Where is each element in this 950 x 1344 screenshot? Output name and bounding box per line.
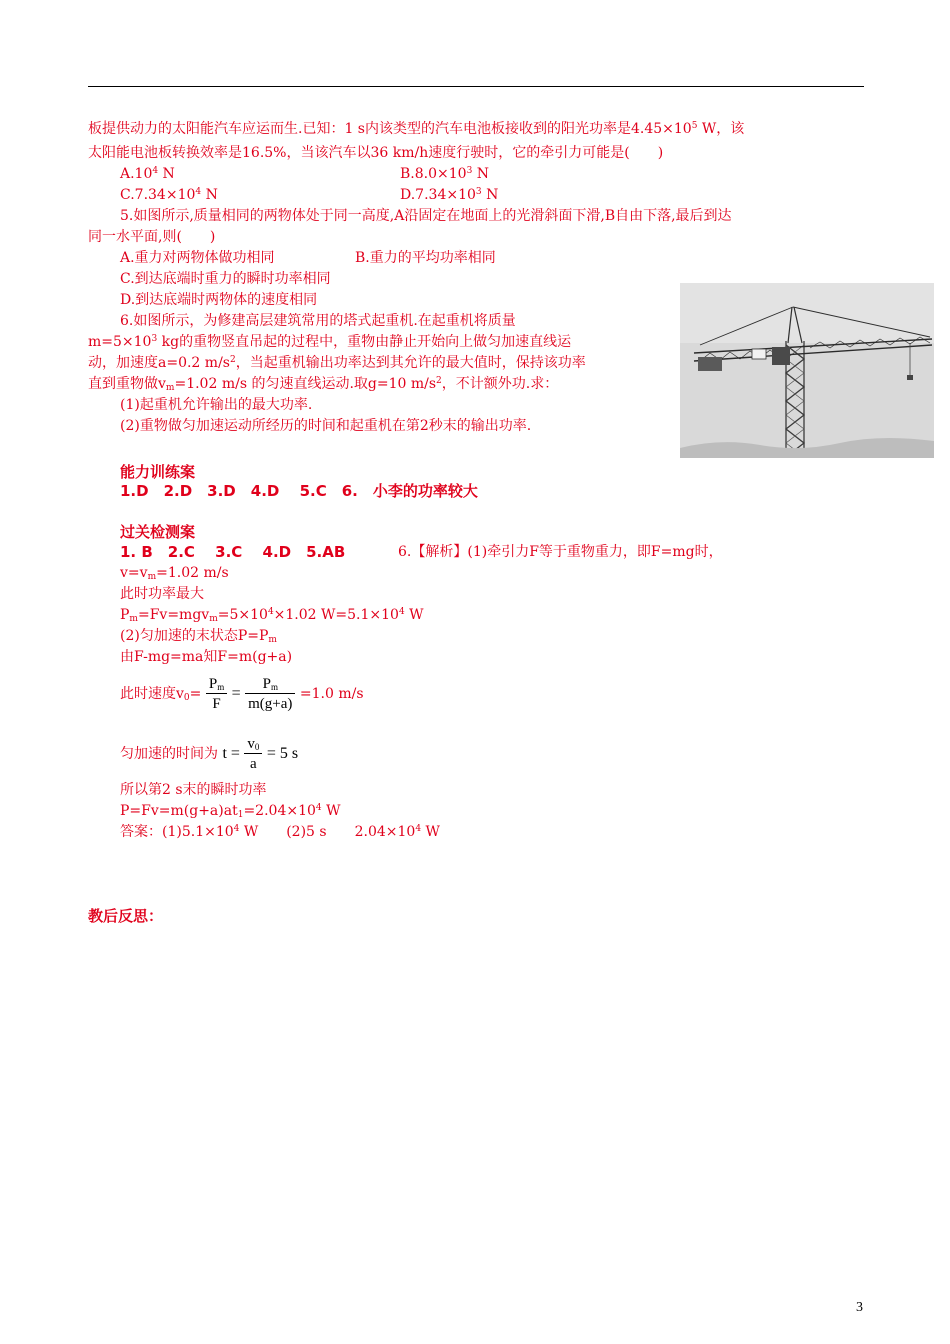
q4-line1: 板提供动力的太阳能汽车应运而生.已知：1 s内该类型的汽车电池板接收到的阳光功率是$4.45\times 10^5$ W，该: [88, 121, 745, 137]
check-heading: 过关检测案: [120, 523, 196, 541]
ability-heading: 能力训练案: [120, 463, 196, 481]
fraction-pm-over-f: $\frac{P_m}{F}$: [206, 675, 227, 714]
solution-line-instant-power: 所以第2 s末的瞬时功率: [120, 782, 267, 798]
q4-option-b: $B.8.0\times 10^3$ N: [400, 166, 489, 182]
page-number: 3: [856, 1300, 863, 1315]
q5-option-c: C.到达底端时重力的瞬时功率相同: [120, 271, 331, 287]
q6-line4: 直到重物做$v_m=1.02$ m/s 的匀速直线运动.取g=10 $m/s^2$，不计额外功.求：: [88, 376, 559, 393]
q4-option-d: $D.7.34\times 10^3$ N: [400, 187, 499, 203]
solution-intro: 6.【解析】(1)牵引力F等于重物重力，即F=mg时，: [398, 544, 723, 560]
q4-option-a: $A.10^4$ N: [120, 166, 175, 182]
fraction-v0-over-a: $\frac{v_0}{a}$: [244, 735, 262, 774]
q5-line1: 5.如图所示,质量相同的两物体处于同一高度,A沿固定在地面上的光滑斜面下滑,B自由下落,最后到达: [120, 208, 732, 224]
q6-line3: 动，加速度a=0.2 $m/s^2$，当起重机输出功率达到其允许的最大值时，保持该功率: [88, 355, 586, 371]
solution-line-power-calc: $P_m=Fv=mgv_m=5\times 10^4\times 1.02$ $W=5.1\times 10^4$ W: [120, 607, 424, 624]
q4-option-c: $C.7.34\times 10^4$ N: [120, 187, 218, 203]
solution-line-max-power: 此时功率最大: [120, 586, 204, 602]
header-rule: [88, 86, 864, 87]
solution-line-velocity: $v=v_m=1.02$ m/s: [120, 565, 229, 582]
q5-line2: 同一水平面,则( ): [88, 229, 216, 245]
solution-line-v0: 此时速度$v_0=$ $\frac{P_m}{F}$ = $\frac{P_m}{m(g+a)}$ =1.0 m/s: [120, 675, 364, 712]
teaching-reflection-heading: 教后反思：: [88, 907, 164, 925]
solution-final-answer: 答案：$(1)5.1\times 10^4$ W (2)5 s $2.04\times 10^4$ W: [120, 824, 440, 840]
fraction-pm-over-mga: $\frac{P_m}{m(g+a)}$: [245, 675, 295, 714]
q5-option-a: A.重力对两物体做功相同: [120, 250, 275, 266]
q5-option-d: D.到达底端时两物体的速度相同: [120, 292, 318, 308]
q4-line2: 太阳能电池板转换效率是16.5%，当该汽车以36 km/h速度行驶时，它的牵引力可能是( ): [88, 145, 664, 161]
check-answers: 1. B 2.C 3.C 4.D 5.AB: [120, 543, 346, 561]
q6-subquestion-1: (1)起重机允许输出的最大功率.: [120, 397, 313, 413]
q6-line2: $m=5\times 10^3$ kg的重物竖直吊起的过程中，重物由静止开始向上做匀加速直线运: [88, 334, 572, 350]
solution-line-p-calc: $P=Fv=m(g+a)at_1=2.04\times 10^4$ W: [120, 803, 341, 820]
tower-crane-photo: [680, 283, 934, 458]
q6-line1: 6.如图所示，为修建高层建筑常用的塔式起重机.在起重机将质量: [120, 313, 516, 329]
q5-option-b: B.重力的平均功率相同: [355, 250, 496, 266]
solution-line-end-state: (2)匀加速的末状态$P=P_m$: [120, 628, 277, 645]
solution-line-force: 由F-mg=ma知F=m(g+a): [120, 649, 293, 665]
ability-answers: 1.D 2.D 3.D 4.D 5.C 6. 小李的功率较大: [120, 482, 478, 500]
q6-subquestion-2: (2)重物做匀加速运动所经历的时间和起重机在第2秒末的输出功率.: [120, 418, 532, 434]
solution-line-time: 匀加速的时间为 t = $\frac{v_0}{a}$ = 5 s: [120, 735, 299, 772]
